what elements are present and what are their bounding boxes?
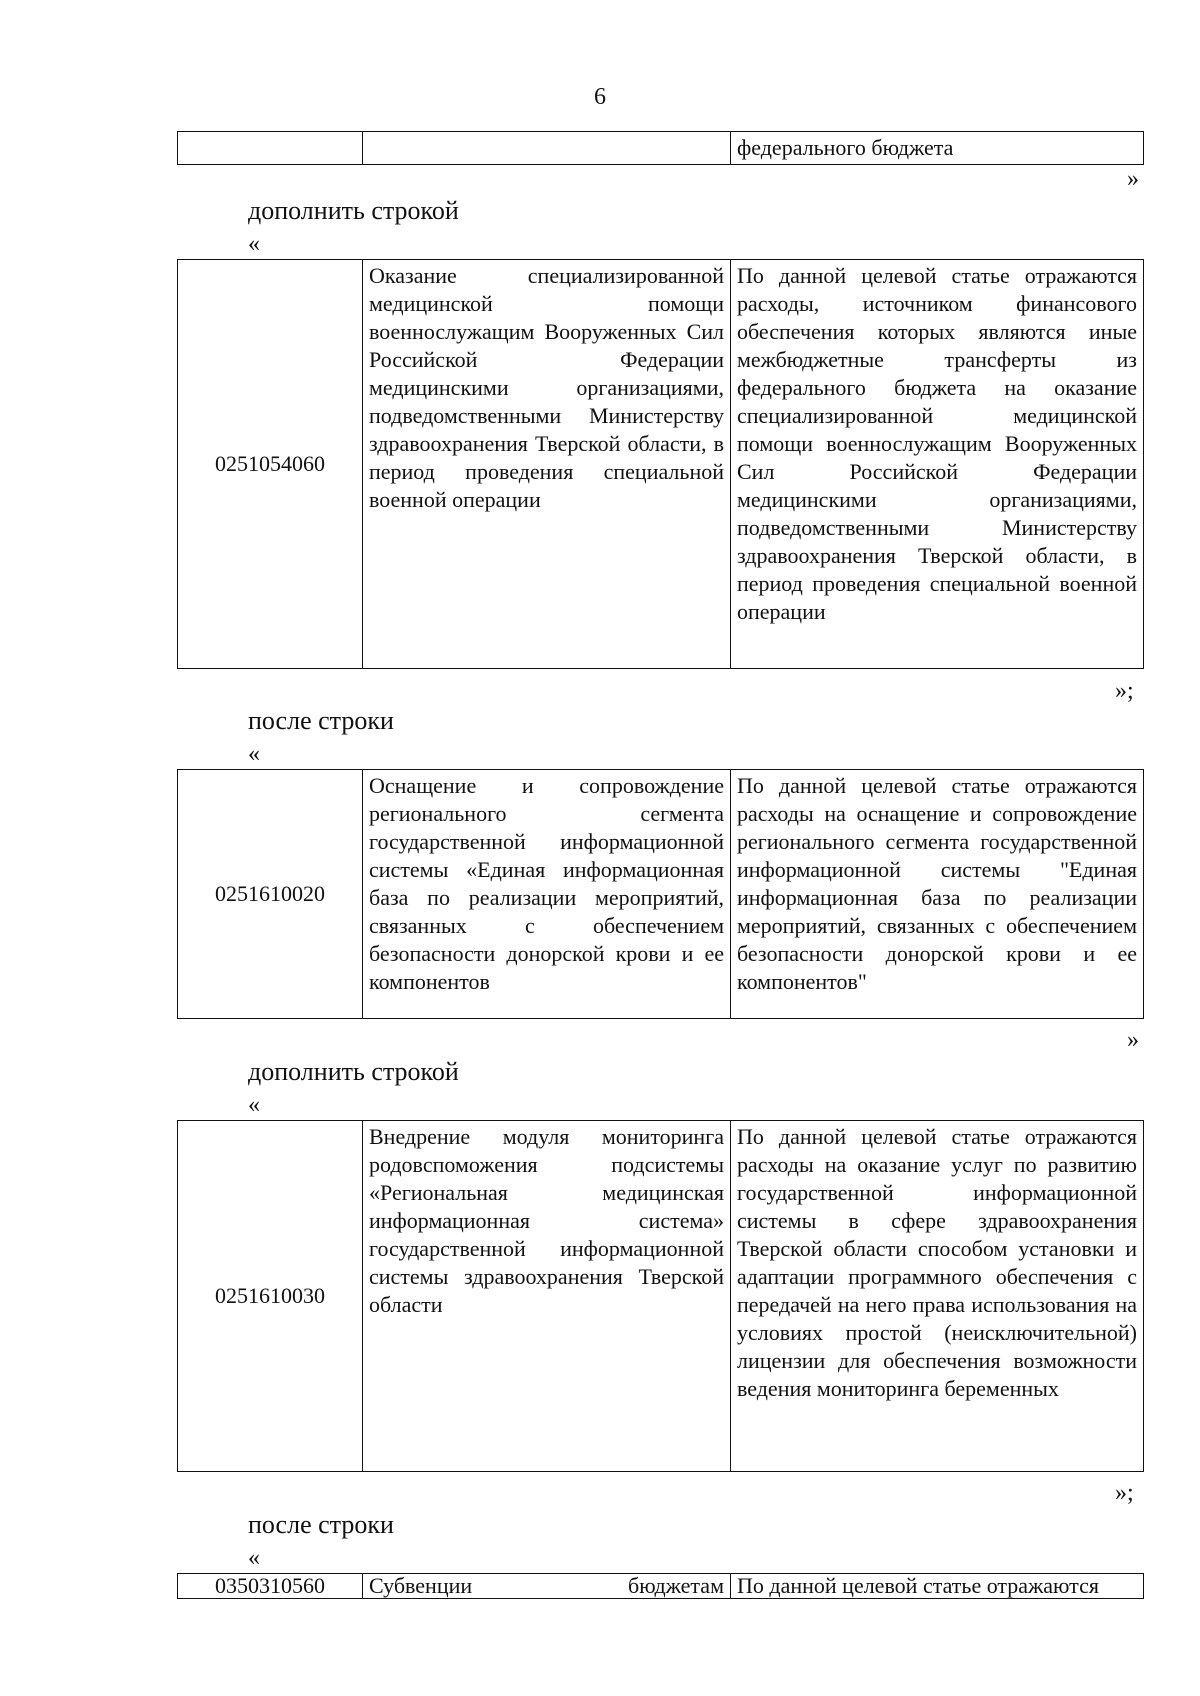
description-cell: По данной целевой статье отражаются расходы на оснащение и сопровождение регионального сегмента государственной информационной системы "Единая информационная база по реализации мероприятий, связанных с обеспечением безопасности донорской крови и ее компонентов" [731,770,1144,1019]
code-cell: 0251610030 [178,1121,363,1472]
name-cell: Субвенции бюджетам [363,1574,731,1599]
code-cell: 0251054060 [178,260,363,669]
page-number: 6 [594,84,606,110]
name-cell: Внедрение модуля мониторинга родовспоможения подсистемы «Региональная медицинская информационная система» государственной информационной системы здравоохранения Тверской области [363,1121,731,1472]
description-cell: По данной целевой статье отражаются расходы, источником финансового обеспечения которых являются иные межбюджетные трансферты из федерального бюджета на оказание специализированной медицинской помощи военнослужащим Вооруженных Сил Российской Федерации медицинскими организациями, подведомственными Министерству здравоохранения Тверской области, в период проведения специальной военной операции [731,260,1144,669]
instruction-label: дополнить строкой [248,196,459,225]
name-cell: Оснащение и сопровождение регионального сегмента государственной информационной системы «Единая информационная база по реализации мероприятий, связанных с обеспечением безопасности донорской крови и ее компонентов [363,770,731,1019]
table-row [178,1121,1144,1472]
code-cell: 0251610020 [178,770,363,1019]
table-row [178,1574,1144,1599]
table-row [178,260,1144,669]
open-quote: « [248,1545,260,1571]
description-cell: По данной целевой статье отражаются [731,1574,1144,1599]
description-cell: федерального бюджета [731,132,1144,165]
close-quote: »; [1115,678,1134,704]
table-section-3 [177,1120,1144,1472]
instruction-label: после строки [248,706,394,735]
table-top [177,131,1144,165]
instruction-label: дополнить строкой [248,1057,459,1086]
open-quote: « [248,231,260,257]
table-section-1 [177,259,1144,669]
open-quote: « [248,1092,260,1118]
instruction-label: после строки [248,1510,394,1539]
name-cell: Оказание специализированной медицинской помощи военнослужащим Вооруженных Сил Российской Федерации медицинскими организациями, подведомственными Министерству здравоохранения Тверской области, в период проведения специальной военной операции [363,260,731,669]
close-quote: » [1127,1027,1139,1053]
table-section-4 [177,1573,1144,1599]
table-row [178,770,1144,1019]
close-quote: » [1127,166,1139,192]
close-quote: »; [1115,1480,1134,1506]
table-row [178,132,1144,165]
description-cell: По данной целевой статье отражаются расходы на оказание услуг по развитию государственной информационной системы в сфере здравоохранения Тверской области способом установки и адаптации программного обеспечения с передачей на него права использования на условиях простой (неисключительной) лицензии для обеспечения возможности ведения мониторинга беременных [731,1121,1144,1472]
name-cell [363,132,731,165]
code-cell: 0350310560 [178,1574,363,1599]
open-quote: « [248,741,260,767]
table-section-2 [177,769,1144,1019]
code-cell [178,132,363,165]
